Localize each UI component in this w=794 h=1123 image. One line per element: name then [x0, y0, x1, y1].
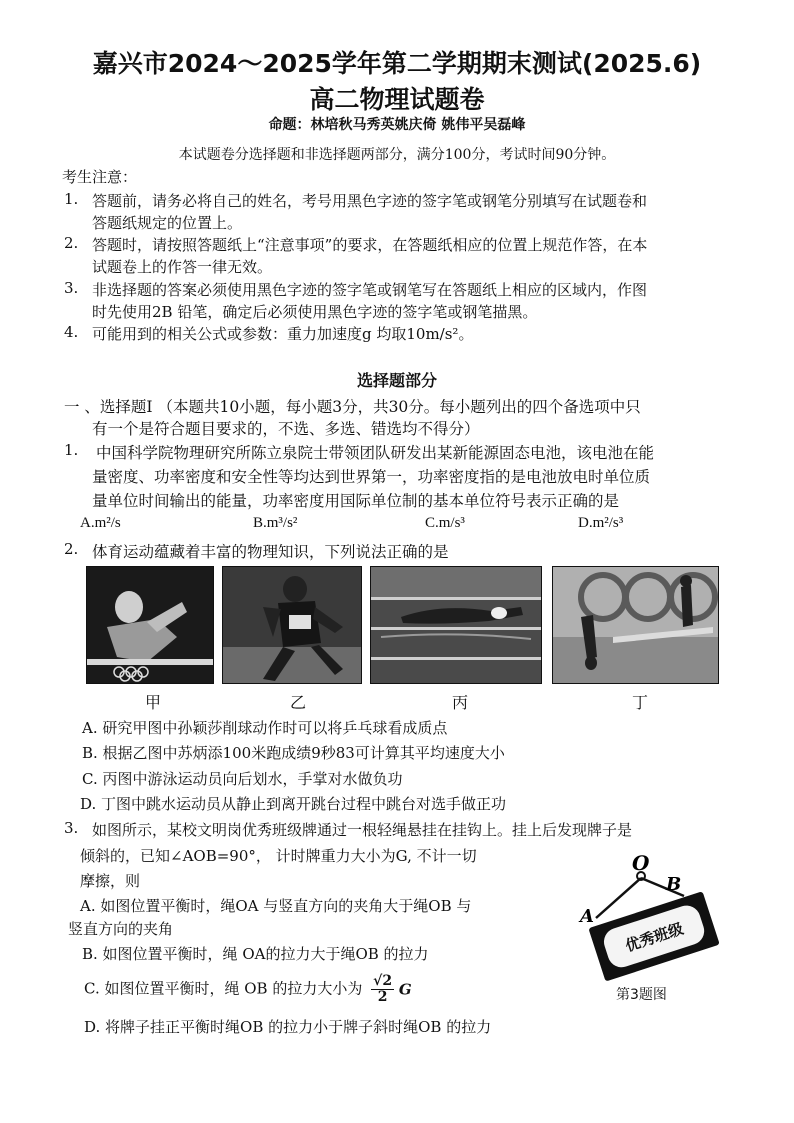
- fraction-numerator: √2: [373, 973, 393, 989]
- option-b: B. 如图位置平衡时，绳 OA的拉力大于绳OB 的拉力: [82, 945, 429, 963]
- hanging-sign-figure: [574, 852, 724, 1002]
- hanging-sign-diagram: [574, 852, 724, 1002]
- figure-caption: 第3题图: [616, 987, 667, 1003]
- option-d: D. 将牌子挂正平衡时绳OB 的拉力小于牌子斜时绳OB 的拉力: [84, 1018, 492, 1036]
- photo-label: 丁: [632, 693, 649, 712]
- swimmer-photo: [370, 566, 542, 684]
- sqrt2-over-2-fraction: [371, 974, 394, 1005]
- part-instructions: 一 、选择题I （本题共10小题，每小题3分，共30分。每小题列出的四个备选项中只: [64, 398, 641, 416]
- question-number: 2.: [64, 540, 79, 558]
- note-line: 试题卷上的作答一律无效。: [92, 258, 273, 276]
- note-line: 非选择题的答案必须使用黑色字迹的签字笔或钢笔写在答题纸上相应的区域内，作图: [92, 281, 648, 299]
- photo-label: 丙: [452, 693, 469, 712]
- question-stem: 摩擦，则: [80, 872, 141, 890]
- note-number: 4.: [64, 323, 79, 341]
- section-title: 选择题部分: [356, 371, 437, 390]
- option-d: D.m²/s³: [578, 515, 624, 531]
- question-stem: 如图所示，某校文明岗优秀班级牌通过一根轻绳悬挂在挂钩上。挂上后发现牌子是: [92, 821, 633, 839]
- option-a: A. 研究甲图中孙颖莎削球动作时可以将乒乓球看成质点: [82, 719, 448, 737]
- part-instructions: 有一个是符合题目要求的，不选、多选、错选均不得分）: [92, 420, 480, 438]
- sign-text: 优秀班级: [623, 919, 686, 956]
- option-d: D. 丁图中跳水运动员从静止到离开跳台过程中跳台对选手做正功: [80, 795, 507, 813]
- exam-title: 嘉兴市2024～2025学年第二学期期末测试(2025.6): [92, 49, 702, 78]
- point-b-label: B: [666, 874, 682, 895]
- question-stem: 体育运动蕴藏着丰富的物理知识，下列说法正确的是: [92, 543, 449, 561]
- note-line: 答题纸规定的位置上。: [92, 214, 243, 232]
- sprinter-photo: [222, 566, 362, 684]
- exam-intro: 本试题卷分选择题和非选择题两部分，满分100分，考试时间90分钟。: [178, 147, 616, 163]
- question-number: 1.: [64, 441, 79, 459]
- option-a-continued: 竖直方向的夹角: [68, 920, 174, 938]
- question-stem: 倾斜的，已知∠AOB=90°， 计时牌重力大小为G, 不计一切: [80, 847, 477, 865]
- exam-subtitle: 高二物理试题卷: [309, 85, 485, 114]
- note-line: 时先使用2B 铅笔，确定后必须使用黑色字迹的签字笔或钢笔描黑。: [92, 303, 538, 321]
- point-a-label: A: [580, 906, 594, 927]
- point-o-label: O: [632, 852, 650, 875]
- option-c-text: C. 如图位置平衡时，绳 OB 的拉力大小为: [84, 979, 363, 998]
- sign-board: [588, 891, 719, 981]
- option-c: [84, 974, 412, 1005]
- note-line: 答题时，请按照答题纸上“注意事项”的要求，在答题纸相应的位置上规范作答，在本: [92, 236, 648, 254]
- note-line: 答题前，请务必将自己的姓名，考号用黑色字迹的签字笔或钢笔分别填写在试题卷和: [92, 192, 648, 210]
- option-a: A. 如图位置平衡时，绳OA 与竖直方向的夹角大于绳OB 与: [80, 897, 472, 915]
- notes-heading: 考生注意：: [62, 168, 138, 186]
- fraction-denominator: 2: [377, 989, 388, 1005]
- rope-oa: [596, 878, 641, 918]
- option-b: B.m³/s²: [253, 515, 298, 531]
- photo-label: 甲: [145, 693, 162, 712]
- option-b: B. 根据乙图中苏炳添100米跑成绩9秒83可计算其平均速度大小: [82, 744, 505, 762]
- question-stem: 量单位时间输出的能量，功率密度用国际单位制的基本单位符号表示正确的是: [92, 492, 620, 510]
- option-c: C. 丙图中游泳运动员向后划水，手掌对水做负功: [82, 770, 403, 788]
- gravity-symbol: G: [398, 980, 412, 999]
- option-c: C.m/s³: [425, 515, 465, 531]
- diving-photo: [552, 566, 719, 684]
- note-number: 3.: [64, 279, 79, 297]
- question-stem: 中国科学院物理研究所陈立泉院士带领团队研发出某新能源固态电池，该电池在能: [96, 444, 655, 462]
- note-number: 1.: [64, 190, 79, 208]
- question-stem: 量密度、功率密度和安全性等均达到世界第一，功率密度指的是电池放电时单位质: [92, 468, 651, 486]
- table-tennis-photo: [86, 566, 214, 684]
- note-number: 2.: [64, 234, 79, 252]
- photo-label: 乙: [290, 693, 307, 712]
- question-number: 3.: [64, 819, 79, 837]
- option-a: A.m²/s: [80, 515, 121, 531]
- exam-authors: 命题：林培秋马秀英姚庆倚 姚伟平吴磊峰: [268, 117, 526, 133]
- note-line: 可能用到的相关公式或参数：重力加速度g 均取10m/s²。: [92, 325, 474, 343]
